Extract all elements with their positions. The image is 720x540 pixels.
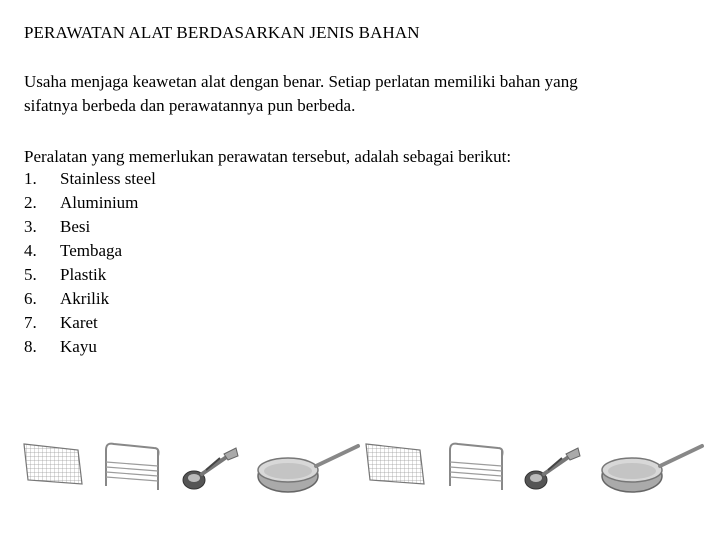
list-item bbox=[24, 263, 156, 287]
list-item-name: Karet bbox=[60, 313, 98, 332]
equipment-image-strip bbox=[14, 436, 714, 506]
list-item-name: Akrilik bbox=[60, 289, 110, 308]
list-item-number: 5. bbox=[24, 265, 37, 284]
ice-cream-scoop-icon bbox=[520, 436, 584, 496]
wire-rack-icon bbox=[360, 436, 430, 496]
frying-pan-icon bbox=[254, 436, 364, 498]
description-paragraph bbox=[24, 70, 704, 118]
list-item-name: Tembaga bbox=[60, 241, 123, 260]
cooling-rack-icon bbox=[100, 436, 166, 498]
list-item-number: 1. bbox=[24, 169, 37, 188]
list-item-name: Besi bbox=[60, 217, 91, 236]
list-item-number: 8. bbox=[24, 337, 37, 356]
list-item-number: 6. bbox=[24, 289, 37, 308]
list-item-number: 2. bbox=[24, 193, 37, 212]
materials-list bbox=[24, 167, 156, 359]
page-title: PERAWATAN ALAT BERDASARKAN JENIS BAHAN bbox=[24, 23, 420, 42]
list-item bbox=[24, 287, 156, 311]
paragraph-line-2: sifatnya berbeda dan perawatannya pun berbeda. bbox=[24, 96, 356, 115]
cooling-rack-icon bbox=[444, 436, 510, 498]
list-item-number: 3. bbox=[24, 217, 37, 236]
list-item bbox=[24, 335, 156, 359]
paragraph-line-1: Usaha menjaga keawetan alat dengan benar. Setiap perlatan memiliki bahan yang bbox=[24, 72, 578, 91]
list-item-number: 4. bbox=[24, 241, 37, 260]
wire-rack-icon bbox=[18, 436, 88, 496]
list-intro: Peralatan yang memerlukan perawatan tersebut, adalah sebagai berikut: bbox=[24, 147, 512, 166]
list-item bbox=[24, 167, 156, 191]
list-item bbox=[24, 311, 156, 335]
list-item bbox=[24, 239, 156, 263]
list-item-name: Kayu bbox=[60, 337, 97, 356]
list-item-name: Plastik bbox=[60, 265, 107, 284]
frying-pan-icon bbox=[598, 436, 708, 498]
ice-cream-scoop-icon bbox=[178, 436, 242, 496]
list-item bbox=[24, 215, 156, 239]
list-item-name: Aluminium bbox=[60, 193, 139, 212]
list-item-number: 7. bbox=[24, 313, 37, 332]
list-item bbox=[24, 191, 156, 215]
list-item-name: Stainless steel bbox=[60, 169, 156, 188]
